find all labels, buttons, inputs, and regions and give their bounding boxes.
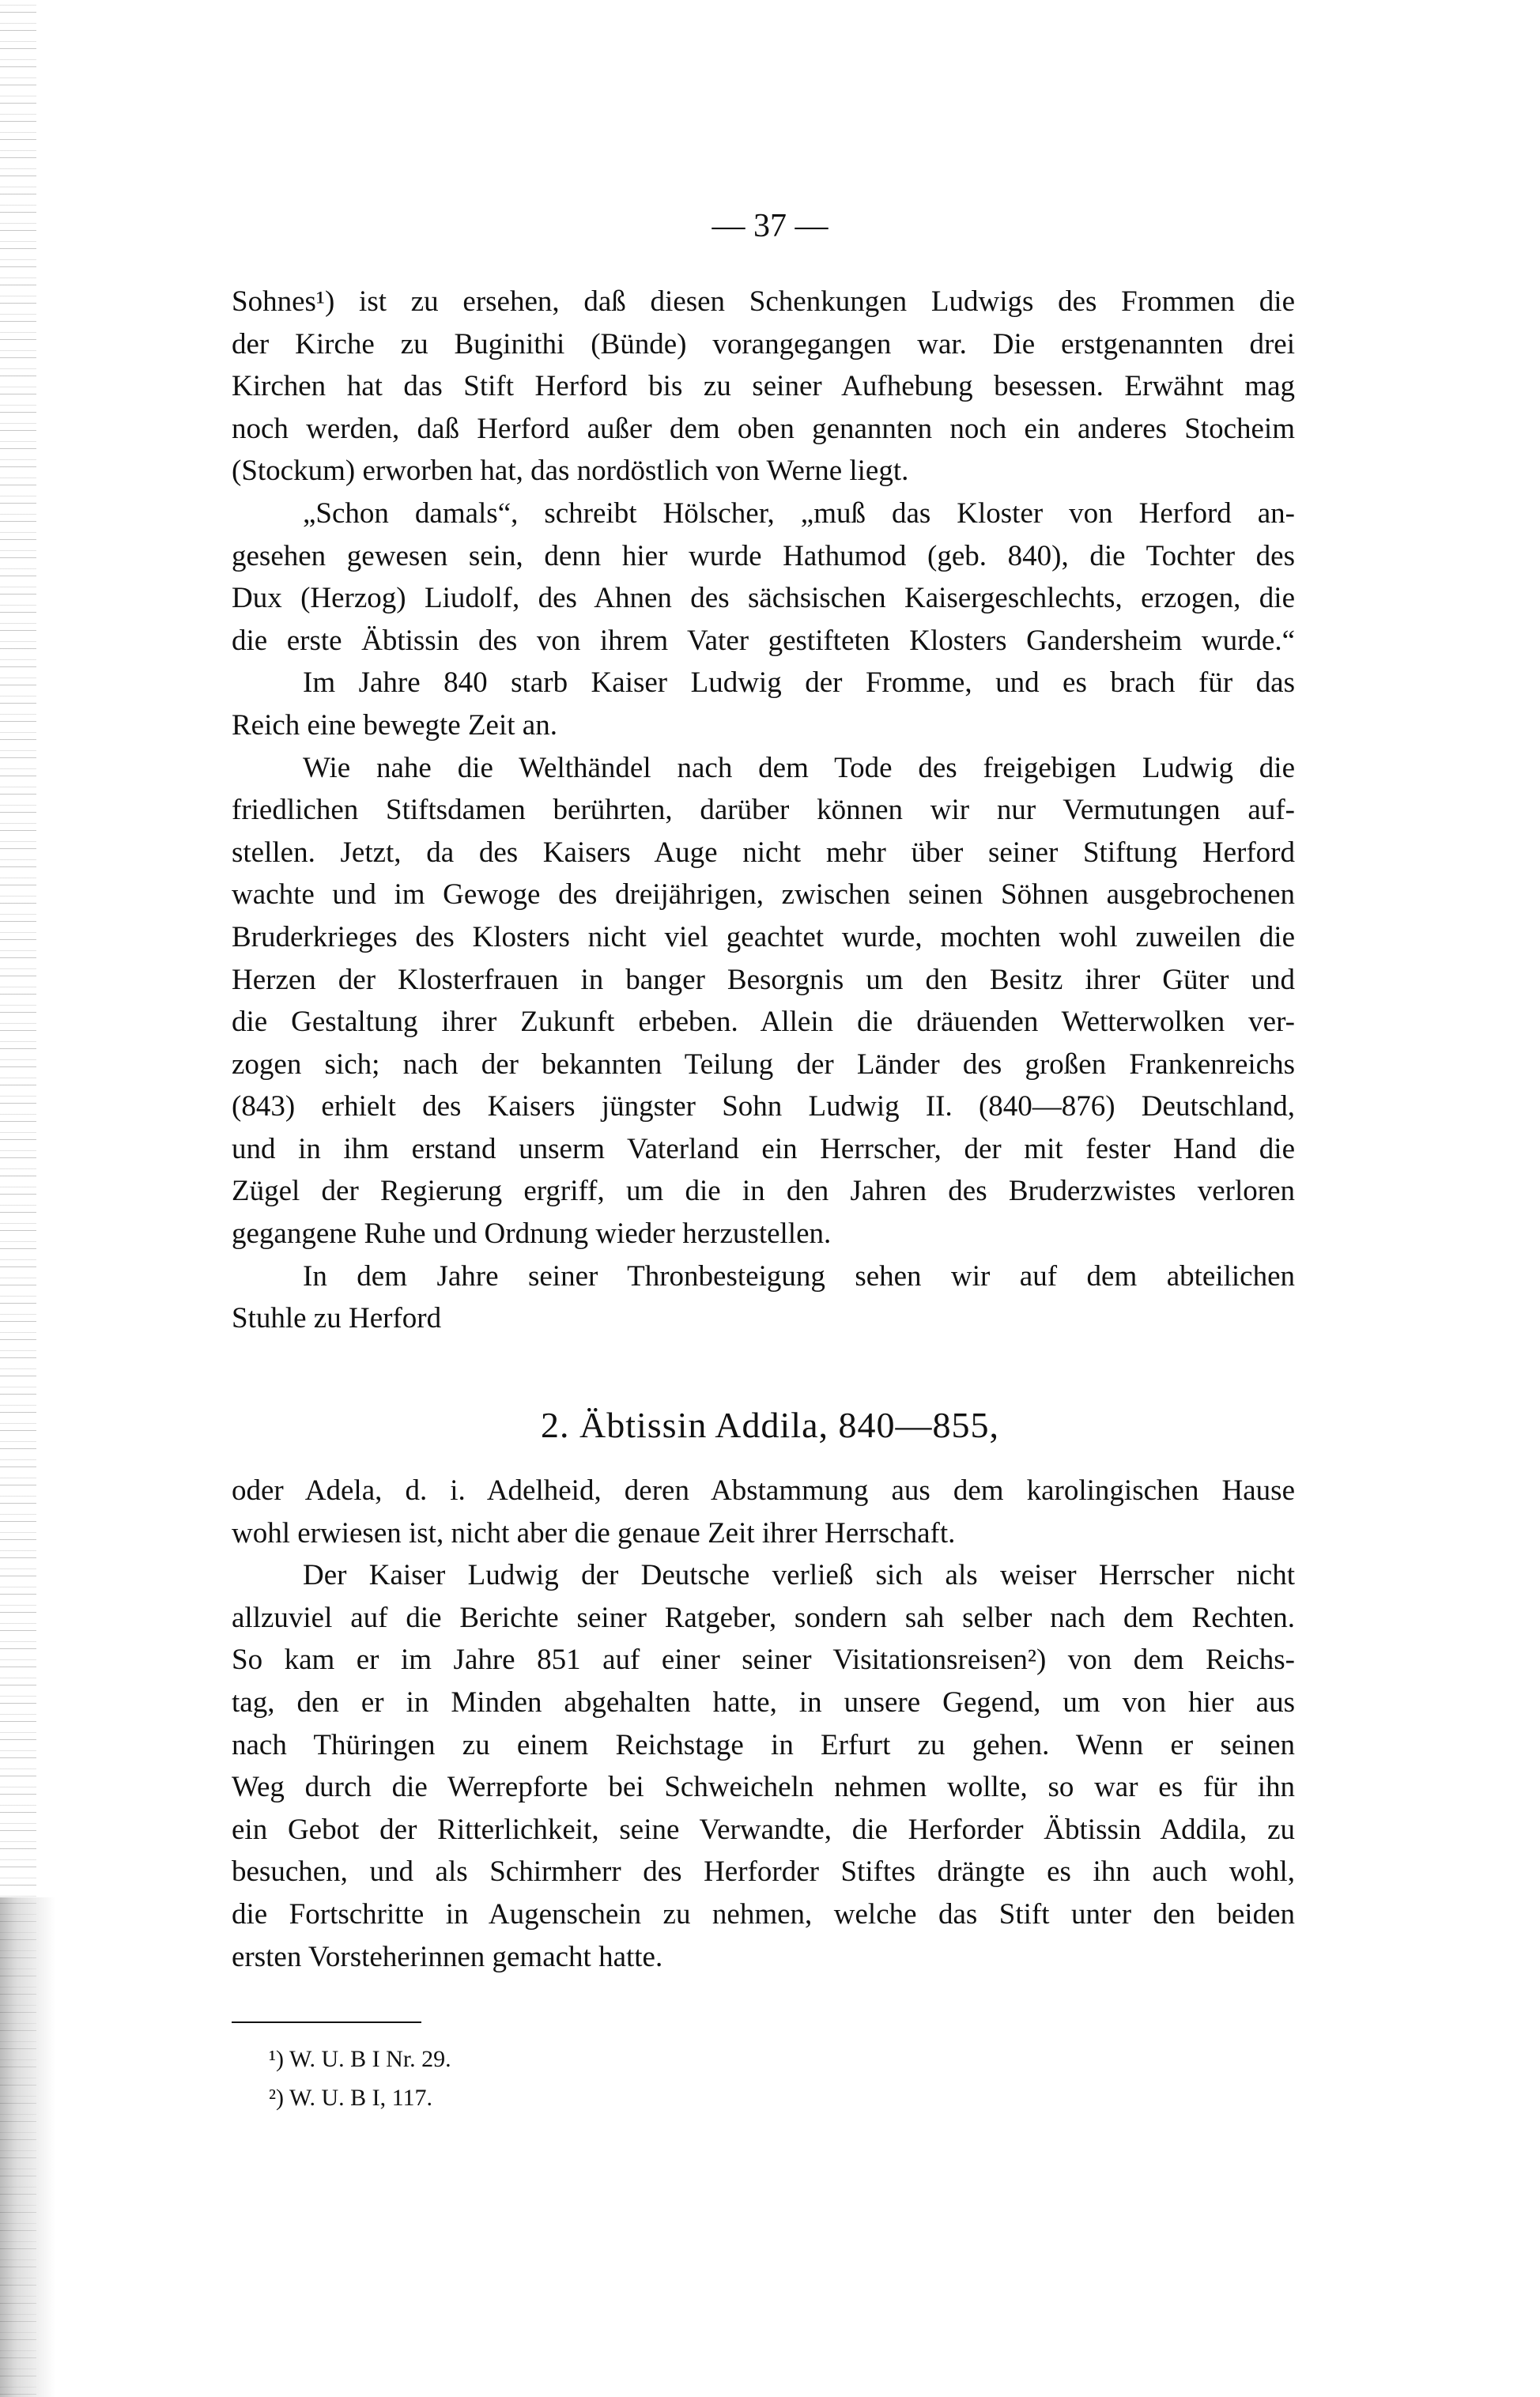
text-line: So kam er im Jahre 851 auf einer seiner Visitationsreisen²) von dem Reichs- — [232, 1644, 1295, 1677]
text-line: Sohnes¹) ist zu ersehen, daß diesen Schenkungen Ludwigs des Frommen die — [232, 285, 1295, 318]
footnote-1: ¹) W. U. B I Nr. 29. — [269, 2046, 451, 2072]
body-text-section-2 — [232, 1470, 1295, 1978]
text-line: stellen. Jetzt, da des Kaisers Auge nicht mehr über seiner Stiftung Herford — [232, 836, 1295, 869]
text-line: wohl erwiesen ist, nicht aber die genaue Zeit ihrer Herrschaft. — [232, 1516, 956, 1550]
text-line: Herzen der Klosterfrauen in banger Besorgnis um den Besitz ihrer Güter und — [232, 963, 1295, 996]
text-line: Kirchen hat das Stift Herford bis zu seiner Aufhebung besessen. Erwähnt mag — [232, 370, 1295, 403]
footnote-divider — [232, 2021, 421, 2023]
text-line: „Schon damals“, schreibt Hölscher, „muß das Kloster von Herford an- — [303, 496, 1295, 530]
text-line: gegangene Ruhe und Ordnung wieder herzustellen. — [232, 1217, 832, 1251]
text-line: zogen sich; nach der bekannten Teilung der Länder des großen Frankenreichs — [232, 1048, 1295, 1081]
text-line: Stuhle zu Herford — [232, 1302, 442, 1335]
text-line: Der Kaiser Ludwig der Deutsche verließ sich als weiser Herrscher nicht — [303, 1559, 1295, 1592]
page-number: — 37 — — [711, 208, 829, 244]
text-line: und in ihm erstand unserm Vaterland ein Herrscher, der mit fester Hand die — [232, 1132, 1295, 1165]
text-line: nach Thüringen zu einem Reichstage in Erfurt zu gehen. Wenn er seinen — [232, 1728, 1295, 1761]
text-line: tag, den er in Minden abgehalten hatte, in unsere Gegend, um von hier aus — [232, 1685, 1295, 1719]
text-line: (Stockum) erworben hat, das nordöstlich von Werne liegt. — [232, 455, 909, 488]
text-line: Bruderkrieges des Klosters nicht viel geachtet wurde, mochten wohl zuweilen die — [232, 920, 1295, 953]
text-line: oder Adela, d. i. Adelheid, deren Abstammung aus dem karolingischen Hause — [232, 1474, 1295, 1507]
text-line: besuchen, und als Schirmherr des Herforder Stiftes drängte es ihn auch wohl, — [232, 1855, 1295, 1889]
text-line: wachte und im Gewoge des dreijährigen, zwischen seinen Söhnen ausgebrochenen — [232, 878, 1295, 912]
text-line: allzuviel auf die Berichte seiner Ratgeber, sondern sah selber nach dem Rechten. — [232, 1601, 1295, 1634]
text-line: Reich eine bewegte Zeit an. — [232, 708, 557, 742]
text-line: Wie nahe die Welthändel nach dem Tode des freigebigen Ludwig die — [303, 751, 1295, 784]
text-line: der Kirche zu Buginithi (Bünde) vorangegangen war. Die erstgenannten drei — [232, 327, 1295, 360]
text-line: noch werden, daß Herford außer dem oben genannten noch ein anderes Stocheim — [232, 412, 1295, 445]
text-line: die erste Äbtissin des von ihrem Vater gestifteten Klosters Gandersheim wurde.“ — [232, 624, 1295, 657]
footnote-2: ²) W. U. B I, 117. — [269, 2085, 433, 2111]
body-text-section-1 — [232, 281, 1295, 1340]
text-line: ein Gebot der Ritterlichkeit, seine Verwandte, die Herforder Äbtissin Addila, zu — [232, 1813, 1295, 1846]
text-line: die Fortschritte in Augenschein zu nehmen, welche das Stift unter den beiden — [232, 1897, 1295, 1931]
text-line: Im Jahre 840 starb Kaiser Ludwig der Fromme, und es brach für das — [303, 666, 1295, 700]
text-line: In dem Jahre seiner Thronbesteigung sehen wir auf dem abteilichen — [303, 1259, 1295, 1293]
scan-edge-shadow — [0, 1897, 55, 2397]
text-line: friedlichen Stiftsdamen berührten, darüber können wir nur Vermutungen auf- — [232, 794, 1295, 827]
text-line: Dux (Herzog) Liudolf, des Ahnen des sächsischen Kaisergeschlechts, erzogen, die — [232, 582, 1295, 615]
text-line: die Gestaltung ihrer Zukunft erbeben. Allein die dräuenden Wetterwolken ver- — [232, 1006, 1295, 1039]
section-heading: 2. Äbtissin Addila, 840—855, — [540, 1405, 1000, 1445]
text-line: (843) erhielt des Kaisers jüngster Sohn Ludwig II. (840—876) Deutschland, — [232, 1090, 1295, 1123]
text-line: Zügel der Regierung ergriff, um die in den Jahren des Bruderzwistes verloren — [232, 1175, 1295, 1208]
text-line: gesehen gewesen sein, denn hier wurde Hathumod (geb. 840), die Tochter des — [232, 539, 1295, 572]
text-line: Weg durch die Werrepforte bei Schweicheln nehmen wollte, so war es für ihn — [232, 1771, 1295, 1804]
text-line: ersten Vorsteherinnen gemacht hatte. — [232, 1940, 663, 1973]
